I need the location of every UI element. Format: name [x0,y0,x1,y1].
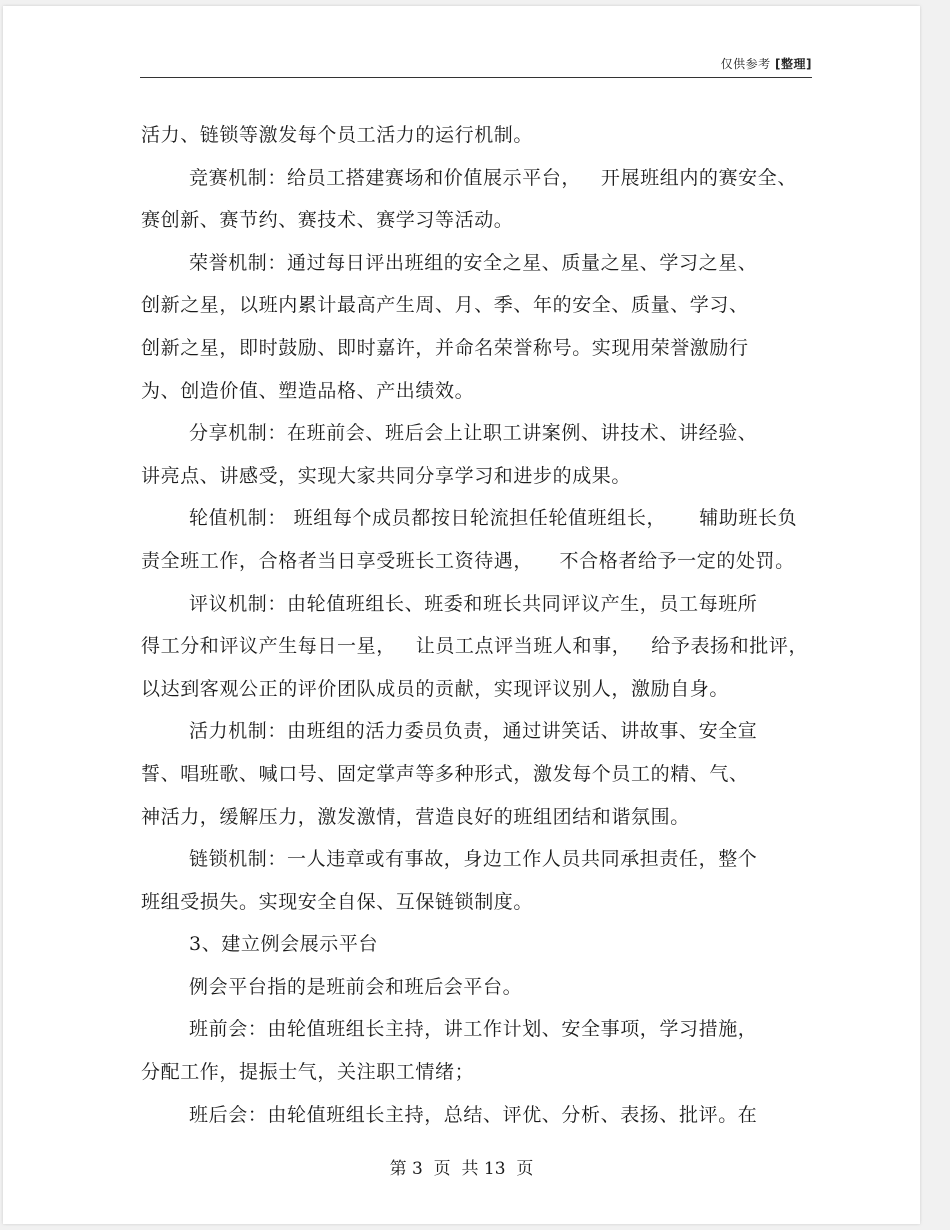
header-note: 仅供参考 [720,57,771,71]
text-line: 轮值机制： 班组每个成员都按日轮流担任轮值班组长， 辅助班长负 [189,507,798,530]
text-line: 3、建立例会展示平台 [189,933,379,956]
text-line: 分配工作，提振士气，关注职工情绪； [141,1061,475,1084]
text-line: 责全班工作，合格者当日享受班长工资待遇， 不合格者给予一定的处罚。 [141,549,795,572]
text-line: 赛创新、赛节约、赛技术、赛学习等活动。 [141,209,514,232]
text-line: 班后会：由轮值班组长主持，总结、评优、分析、表扬、批评。在 [189,1103,758,1126]
header-tag: [整理] [775,57,812,71]
text-line: 讲亮点、讲感受，实现大家共同分享学习和进步的成果。 [141,464,632,487]
document-body [141,114,813,1136]
text-line: 评议机制：由轮值班组长、班委和班长共同评议产生，员工每班所 [189,592,758,615]
text-line: 创新之星，即时鼓励、即时嘉许，并命名荣誉称号。实现用荣誉激励行 [141,336,749,359]
text-line: 活力、链锁等激发每个员工活力的运行机制。 [141,124,534,146]
text-line: 活力机制：由班组的活力委员负责，通过讲笑话、讲故事、安全宣 [189,720,758,743]
text-line: 链锁机制：一人违章或有事故，身边工作人员共同承担责任，整个 [189,848,758,871]
text-line: 为、创造价值、塑造品格、产出绩效。 [141,379,475,402]
page-header [140,55,812,72]
page-footer: 第 3 页 共 13 页 [389,1159,534,1179]
document-page [3,6,920,1224]
text-line: 神活力，缓解压力，激发激情，营造良好的班组团结和谐氛围。 [141,805,690,828]
header-rule [140,77,812,78]
text-line: 以达到客观公正的评价团队成员的贡献，实现评议别人，激励自身。 [141,677,730,700]
text-line: 例会平台指的是班前会和班后会平台。 [189,975,523,998]
text-line: 誓、唱班歌、喊口号、固定掌声等多种形式，激发每个员工的精、气、 [141,762,749,785]
text-line: 分享机制：在班前会、班后会上让职工讲案例、讲技术、讲经验、 [189,422,758,445]
text-line: 班前会：由轮值班组长主持，讲工作计划、安全事项，学习措施， [189,1018,758,1041]
text-line: 荣誉机制：通过每日评出班组的安全之星、质量之星、学习之星、 [189,251,758,274]
text-line: 创新之星，以班内累计最高产生周、月、季、年的安全、质量、学习、 [141,294,749,317]
text-line: 得工分和评议产生每日一星， 让员工点评当班人和事， 给予表扬和批评， [141,635,809,658]
text-line: 竞赛机制：给员工搭建赛场和价值展示平台， 开展班组内的赛安全、 [189,166,797,189]
text-line: 班组受损失。实现安全自保、互保链锁制度。 [141,890,534,913]
